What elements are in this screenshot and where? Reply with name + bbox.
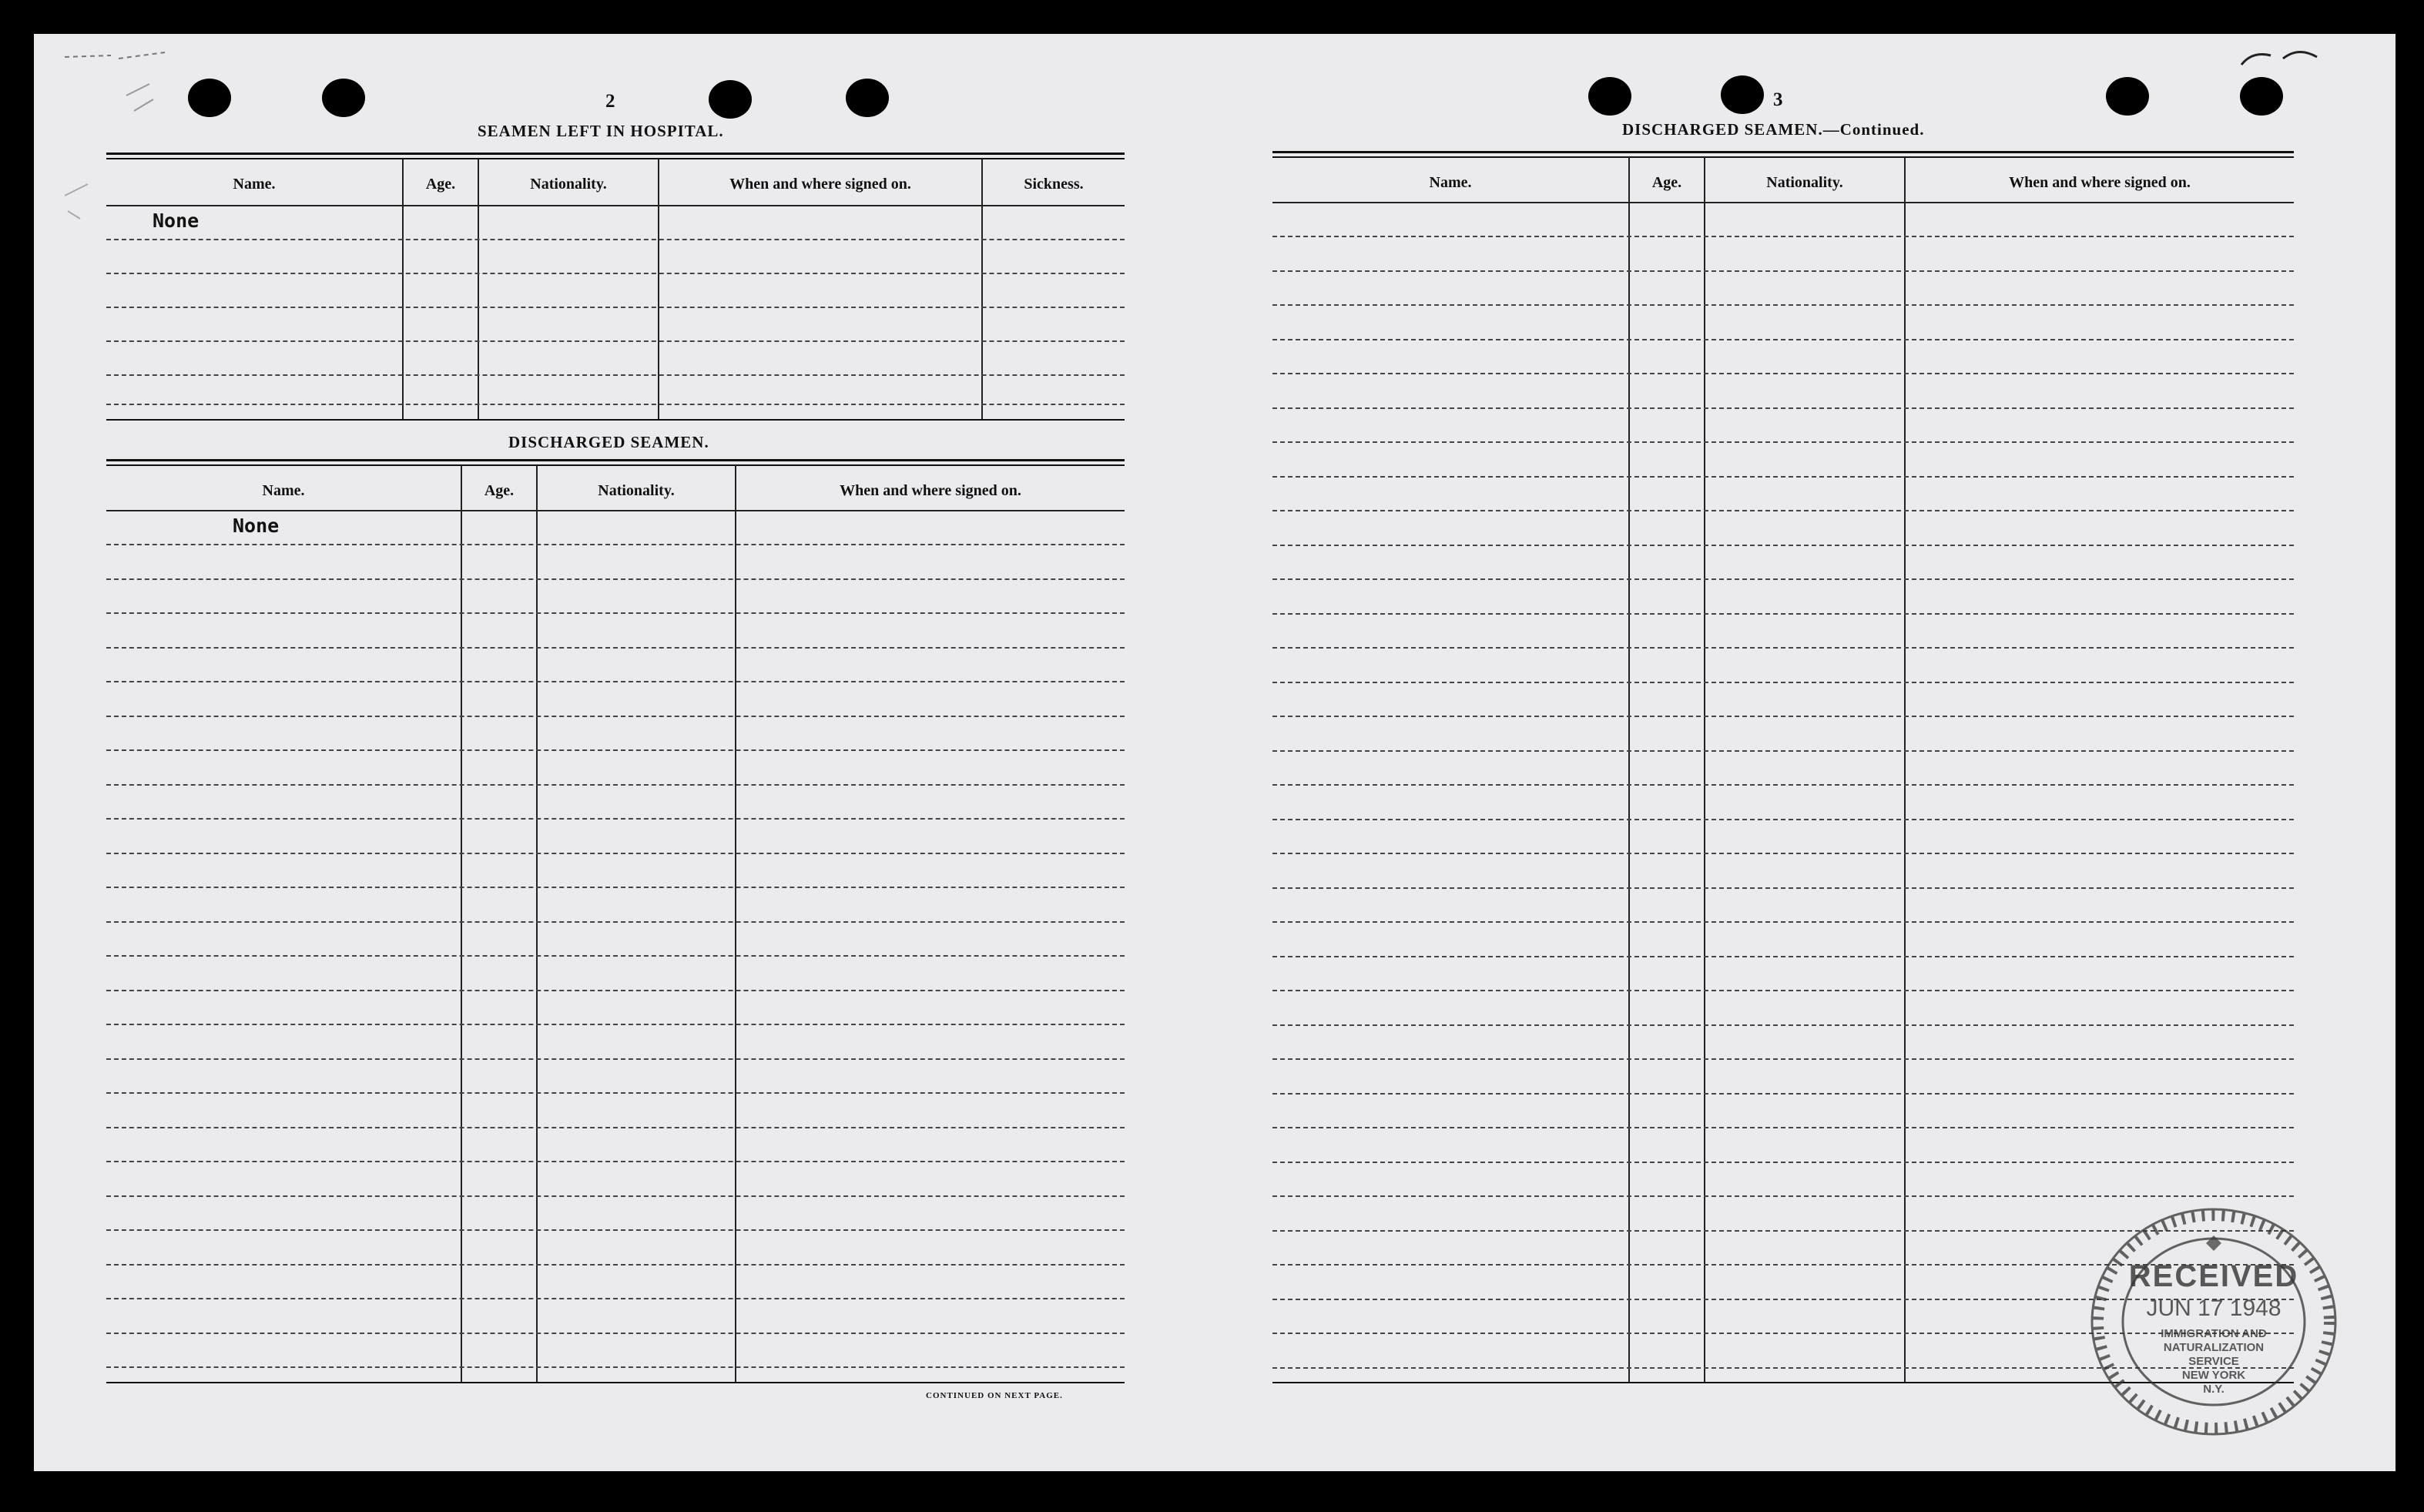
ruled-line [106, 544, 1125, 545]
continued-col-signed-on: When and where signed on. [2009, 174, 2191, 191]
punch-hole [2240, 77, 2283, 116]
ruled-line [106, 955, 1125, 957]
ruled-line [1272, 784, 2294, 786]
discharged-section-title: DISCHARGED SEAMEN. [508, 433, 709, 451]
ruled-line [106, 1298, 1125, 1299]
ruled-line [1272, 304, 2294, 306]
ruled-line [106, 1366, 1125, 1368]
continued-col-age: Age. [1651, 174, 1682, 191]
ruled-line [1272, 887, 2294, 889]
ruled-line [1272, 682, 2294, 683]
ruled-line [1272, 373, 2294, 374]
hospital-col-sickness: Sickness. [1024, 176, 1084, 193]
punch-hole [1588, 77, 1631, 116]
stamp-date: JUN 17 1948 [2146, 1296, 2282, 1321]
ruled-line [1272, 1058, 2294, 1060]
ruled-line [1272, 1093, 2294, 1095]
ruled-line [1272, 476, 2294, 478]
hospital-col-signed-on: When and where signed on. [729, 176, 911, 193]
ruled-line [106, 1264, 1125, 1266]
ruled-line [1272, 270, 2294, 272]
hospital-section-title: SEAMEN LEFT IN HOSPITAL. [478, 122, 724, 140]
continued-col-name: Name. [1429, 174, 1472, 191]
ruled-line [106, 1058, 1125, 1060]
discharged-row-name: None [233, 515, 280, 537]
ruled-line [1272, 956, 2294, 957]
ruled-line [1272, 990, 2294, 991]
ruled-line [106, 1161, 1125, 1162]
hospital-col-nationality: Nationality. [530, 176, 607, 193]
punch-hole [322, 79, 365, 117]
ruled-line [106, 681, 1125, 682]
discharged-col-name: Name. [262, 482, 305, 499]
punch-hole [2106, 77, 2149, 116]
stamp-line7: N.Y. [2203, 1383, 2225, 1396]
ruled-line [106, 647, 1125, 649]
punch-hole [1721, 75, 1764, 114]
continued-note: CONTINUED ON NEXT PAGE. [926, 1391, 1063, 1400]
discharged-col-nationality: Nationality. [598, 482, 675, 499]
ruled-line [106, 1195, 1125, 1197]
ruled-line [1272, 853, 2294, 854]
hospital-row-name: None [153, 210, 199, 232]
hospital-table [106, 153, 1125, 468]
ruled-line [1272, 1024, 2294, 1026]
ruled-line [1272, 441, 2294, 443]
stamp-line4: NATURALIZATION [2163, 1341, 2265, 1354]
ruled-line [1272, 819, 2294, 820]
hospital-col-age: Age. [425, 176, 456, 193]
ruled-line [1272, 1127, 2294, 1128]
ruled-line [1272, 613, 2294, 615]
ruled-line [106, 1127, 1125, 1128]
punch-hole [709, 80, 752, 119]
ruled-line [106, 1333, 1125, 1334]
ruled-line [106, 784, 1125, 786]
continued-col-nationality: Nationality. [1766, 174, 1843, 191]
ruled-line [1272, 578, 2294, 580]
ruled-line [1272, 921, 2294, 923]
ruled-line [106, 1092, 1125, 1094]
discharged-continued-title: DISCHARGED SEAMEN.—Continued. [1622, 120, 1925, 139]
ruled-line [1272, 716, 2294, 717]
document-sheet [34, 34, 2396, 1471]
hospital-col-name: Name. [233, 176, 276, 193]
ruled-line [1272, 236, 2294, 237]
ruled-line [106, 853, 1125, 854]
stamp-line3: IMMIGRATION AND [2161, 1327, 2267, 1340]
stamp-line6: NEW YORK [2181, 1369, 2246, 1382]
ruled-line [1272, 1162, 2294, 1163]
ruled-line [1272, 407, 2294, 409]
received-stamp [2083, 1200, 2345, 1439]
ruled-line [106, 818, 1125, 820]
ruled-line [106, 921, 1125, 923]
ruled-line [1272, 545, 2294, 546]
page-number-right: 3 [1773, 89, 1783, 110]
pen-mark [2237, 43, 2329, 74]
ruled-line [1272, 750, 2294, 752]
discharged-col-age: Age. [484, 482, 515, 499]
discharged-col-signed-on: When and where signed on. [840, 482, 1021, 499]
ruled-line [106, 1024, 1125, 1025]
ruled-line [106, 1229, 1125, 1231]
ruled-line [106, 578, 1125, 580]
stamp-line5: SERVICE [2188, 1355, 2239, 1368]
page-number-left: 2 [605, 91, 615, 112]
ruled-line [106, 612, 1125, 614]
discharged-table-left [106, 459, 1125, 1430]
ruled-line [1272, 339, 2294, 340]
stamp-received: RECEIVED [2128, 1259, 2299, 1293]
punch-hole [846, 79, 889, 117]
ruled-line [1272, 1195, 2294, 1197]
ruled-line [106, 716, 1125, 717]
ruled-line [106, 749, 1125, 751]
ruled-line [106, 887, 1125, 888]
ruled-line [1272, 647, 2294, 649]
ruled-line [1272, 510, 2294, 511]
ruled-line [106, 990, 1125, 991]
